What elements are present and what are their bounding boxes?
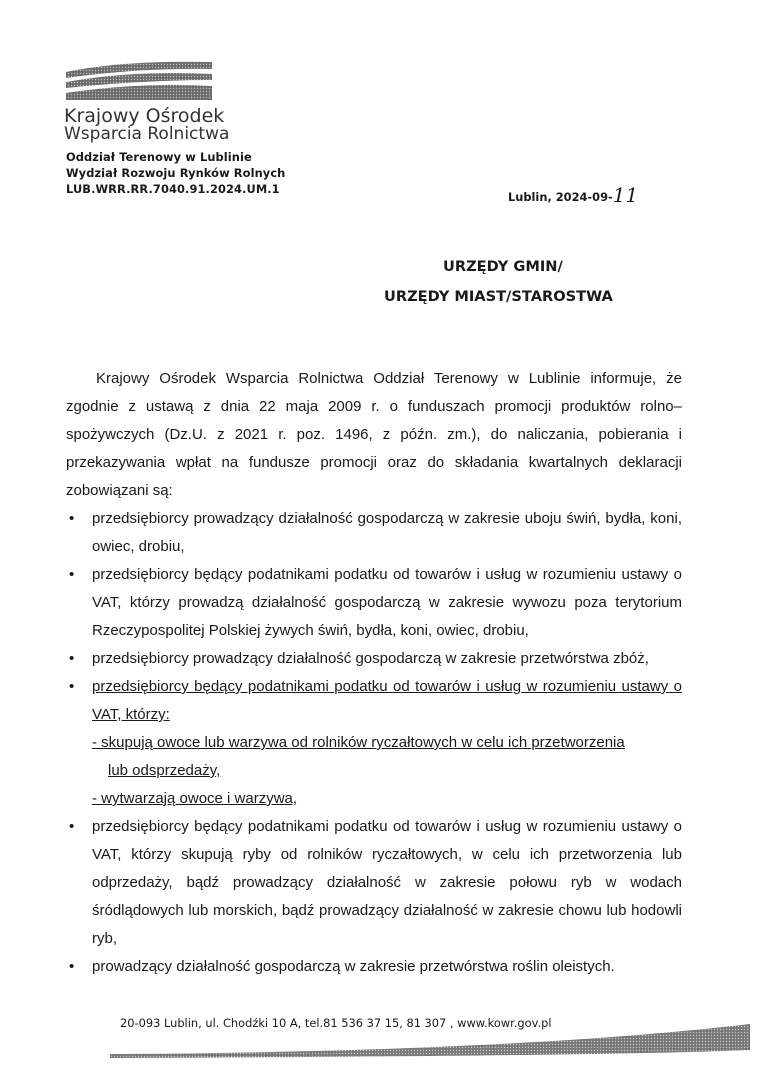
list-subitem: - wytwarzają owoce i warzywa, <box>92 790 298 807</box>
intro-paragraph <box>66 365 682 505</box>
org-name: Krajowy Ośrodek <box>64 105 225 127</box>
list-item: • przedsiębiorcy będący podatnikami podatku od towarów i usług w rozumieniu ustawy o VAT, którzy skupują ryby od rolników ryczałtowych, w celu ich przetworzenia lub odprzedaży, bądź prowadzący działalność w zakresie połowu ryb w wodach śródlądowych lub morskich, bądź prowadzący działalność w zakresie chowu lub hodowli ryb, <box>66 813 682 953</box>
department-name: Wydział Rozwoju Rynków Rolnych <box>66 166 286 180</box>
footer-decoration <box>110 1022 750 1062</box>
list-item: • prowadzący działalność gospodarczą w zakresie przetwórstwa roślin oleistych. <box>66 953 682 981</box>
handwritten-day: 11 <box>612 183 639 207</box>
reference-number: LUB.WRR.RR.7040.91.2024.UM.1 <box>66 182 280 196</box>
kowr-logo <box>64 60 214 106</box>
place-date-text: Lublin, 2024-09- <box>508 190 613 204</box>
org-subname: Wsparcia Rolnictwa <box>64 124 230 144</box>
footer-contact: 20-093 Lublin, ul. Chodźki 10 A, tel.81 536 37 15, 81 307 , www.kowr.gov.pl <box>120 1016 552 1030</box>
letter-body <box>66 365 682 981</box>
list-item-main: przedsiębiorcy będący podatnikami podatku od towarów i usług w rozumieniu ustawy o VAT, którzy: <box>92 678 682 723</box>
obligated-entities-list <box>66 505 682 981</box>
list-item: • przedsiębiorcy prowadzący działalność gospodarczą w zakresie przetwórstwa zbóż, <box>66 645 682 673</box>
list-subitem: - skupują owoce lub warzywa od rolników ryczałtowych w celu ich przetworzenia <box>92 734 625 751</box>
list-item <box>66 673 682 813</box>
list-item: • przedsiębiorcy prowadzący działalność gospodarczą w zakresie uboju świń, bydła, koni, owiec, drobiu, <box>66 505 682 561</box>
addressee-line-1: URZĘDY GMIN/ <box>443 258 563 275</box>
list-subitem-cont: lub odsprzedaży, <box>108 762 221 779</box>
list-item: • przedsiębiorcy będący podatnikami podatku od towarów i usług w rozumieniu ustawy o VAT, którzy prowadzą działalność gospodarczą w zakresie wywozu poza terytorium Rzeczypospolitej Polskiej żywych świń, bydła, koni, owiec, drobiu, <box>66 561 682 645</box>
branch-name: Oddział Terenowy w Lublinie <box>66 150 252 164</box>
intro-text: Krajowy Ośrodek Wsparcia Rolnictwa Oddział Terenowy w Lublinie informuje, że zgodnie z ustawą z dnia 22 maja 2009 r. o funduszach promocji produktów rolno–spożywczych (Dz.U. z 2021 r. poz. 1496, z późn. zm.), do naliczania, pobierania i przekazywania wpłat na fundusze promocji oraz do składania kwartalnych deklaracji zobowiązani są: <box>66 370 682 499</box>
addressee-line-2: URZĘDY MIAST/STAROSTWA <box>384 288 613 305</box>
place-date <box>508 182 638 206</box>
